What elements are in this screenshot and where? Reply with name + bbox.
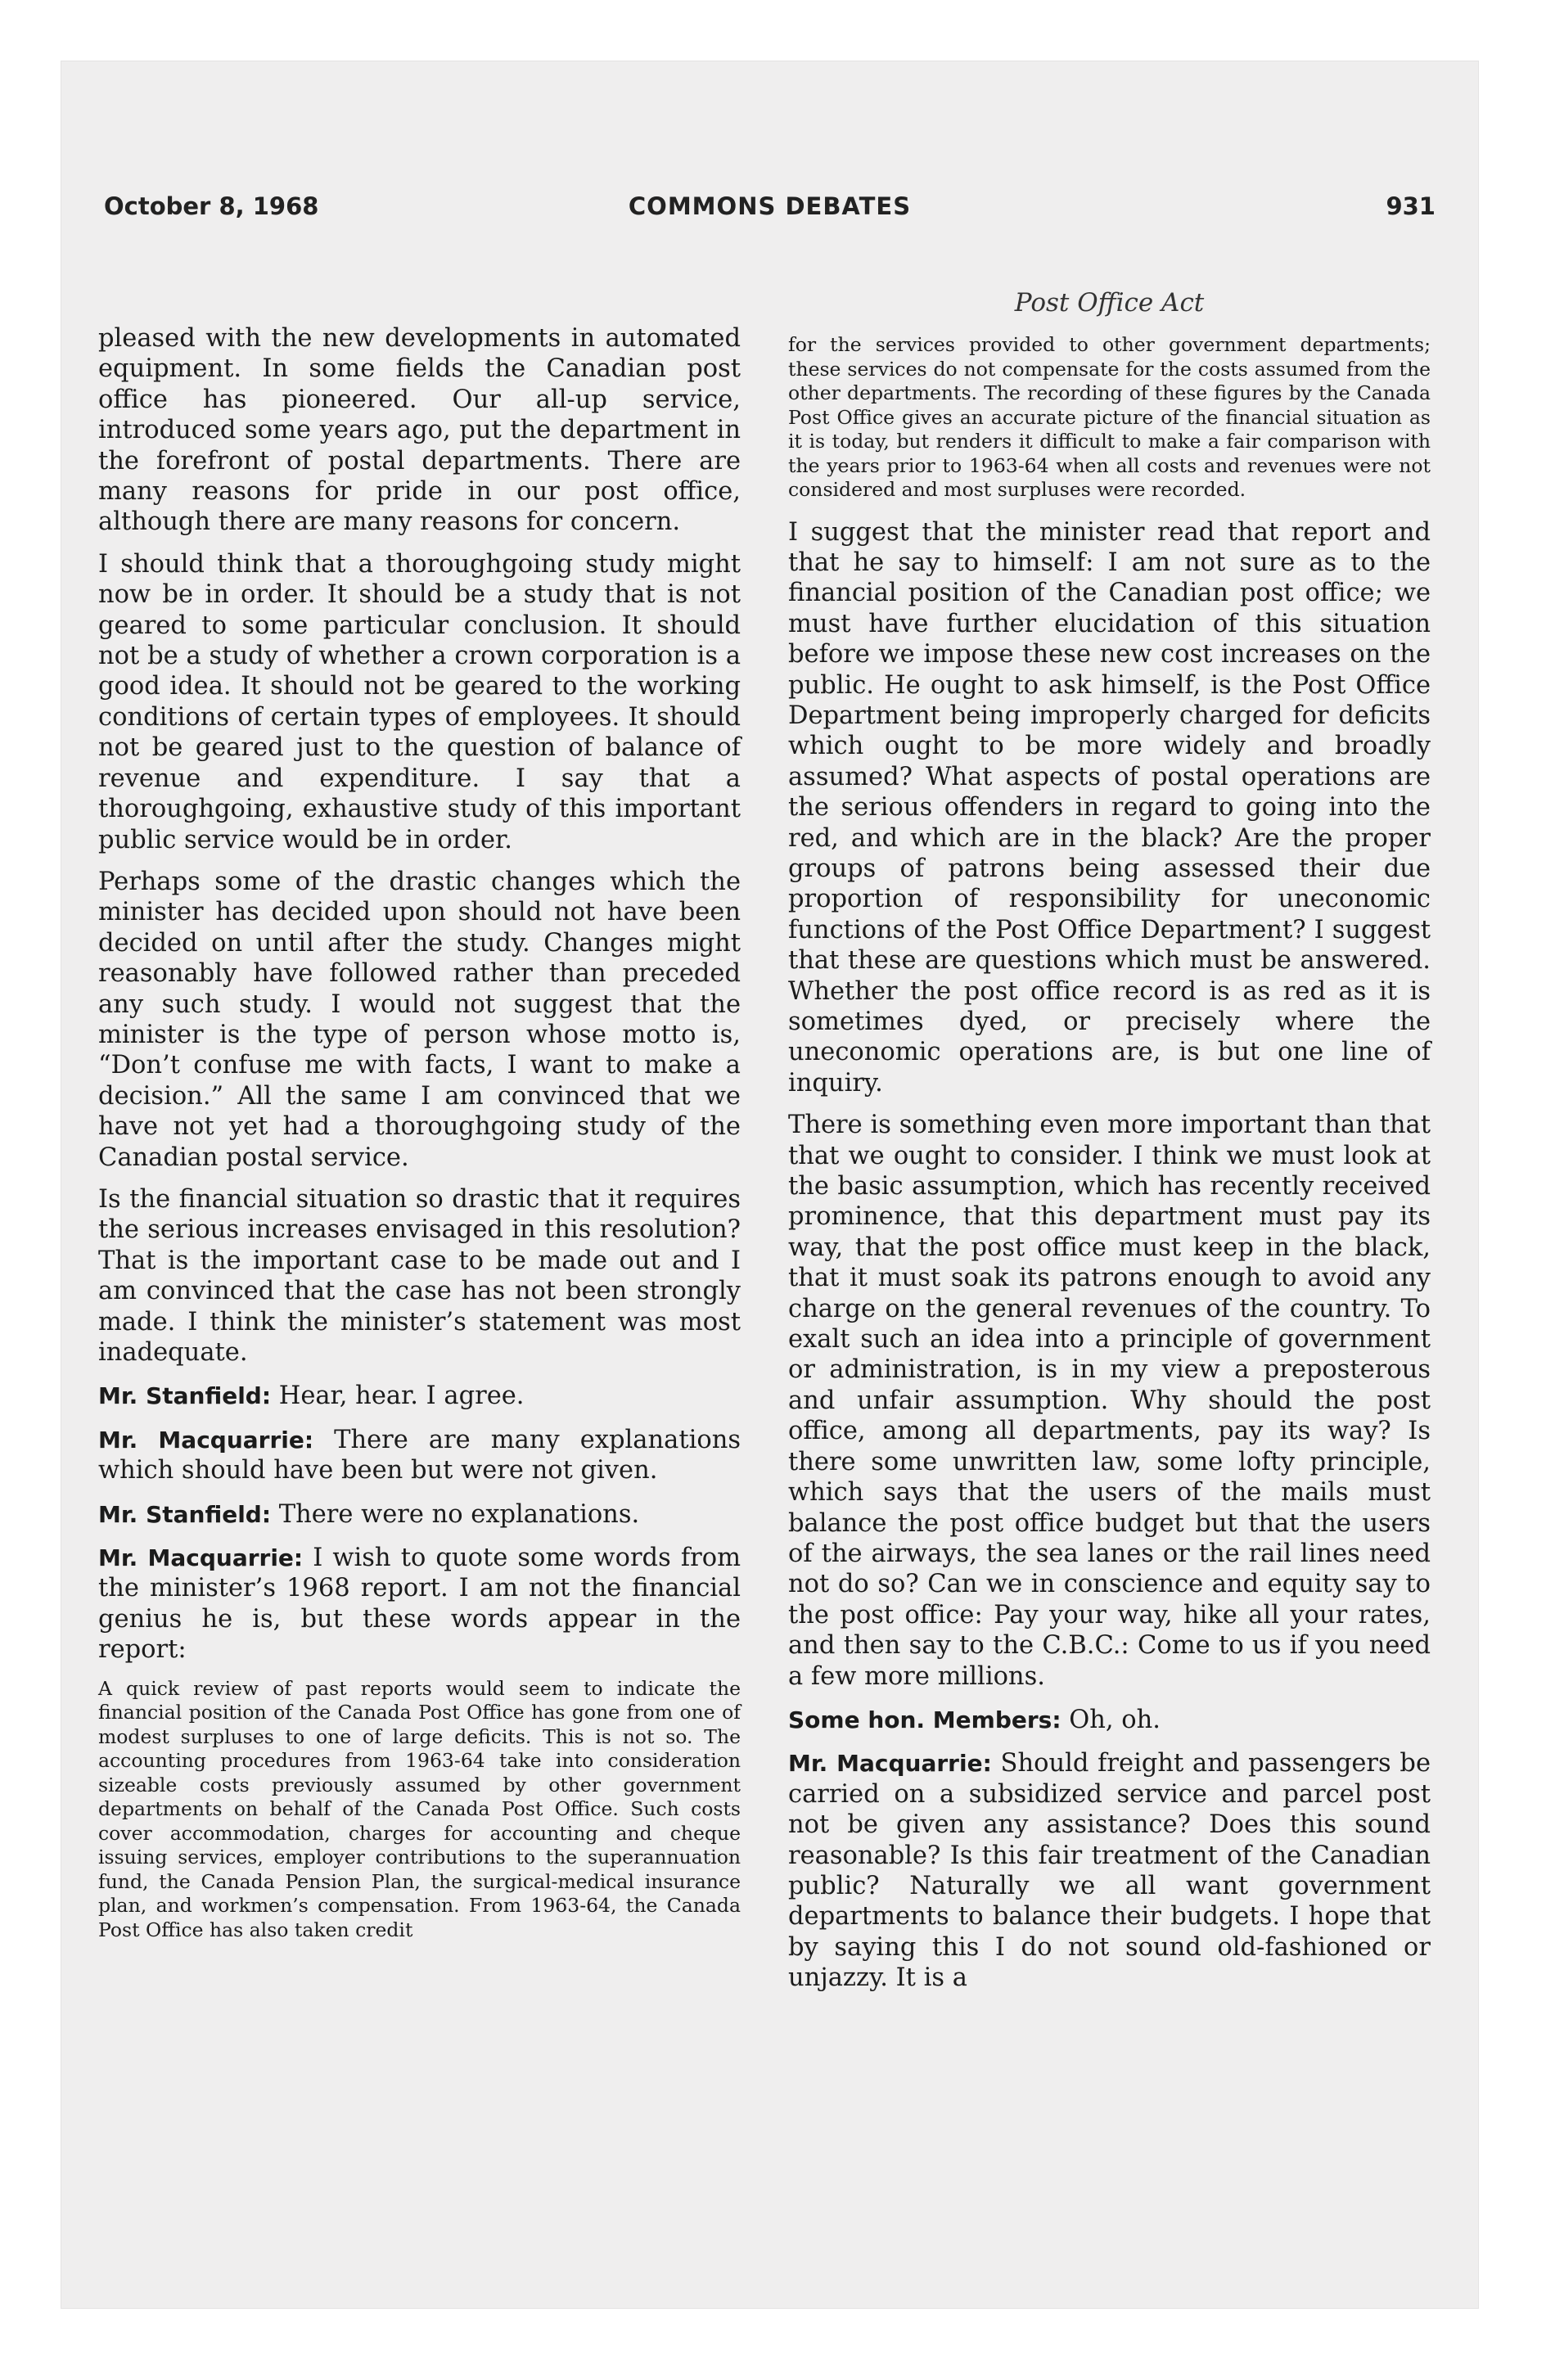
speaker-name: Some hon. Members:: [788, 1706, 1061, 1733]
left-speech-4: [98, 1543, 741, 1666]
speaker-name: Mr. Macquarrie:: [98, 1426, 314, 1454]
section-subhead: Post Office Act: [1014, 288, 1205, 318]
speech-text: There are many explanations which should have been but were not given.: [98, 1425, 741, 1485]
header-title: COMMONS DEBATES: [628, 192, 912, 220]
right-column: [788, 282, 1431, 2005]
speech-text: Should freight and passengers be carried on a subsidized service and parcel post not be given any assistance? Does this sound reasonable? Is this fair treatment of the Canadian public? Naturally we all want government departments to balance their budgets. I hope that by saying this I do not sound old-fashioned or unjazzy. It is a: [788, 1749, 1431, 1993]
report-quote-continued: for the services provided to other government departments; these services do not compensate for the costs assumed from the other departments. The recording of these figures by the Canada Post Office gives an accurate picture of the financial situation as it is today, but renders it difficult to make a fair comparison with the years prior to 1963-64 when all costs and revenues were not considered and most surpluses were recorded.: [788, 333, 1431, 501]
right-paragraph-1: I suggest that the minister read that report and that he say to himself: I am not sure as to the financial position of the Canadian post office; we must have further elucidation of this situation before we impose these new cost increases on the public. He ought to ask himself, is the Post Office Department being improperly charged for deficits which ought to be more widely and broadly assumed? What aspects of postal operations are the serious offenders in regard to going into the red, and which are in the black? Are the proper groups of patrons being assessed their due proportion of responsibility for uneconomic functions of the Post Office Department? I suggest that these are questions which must be answered. Whether the post office record is as red as it is sometimes dyed, or precisely where the uneconomic operations are, is but one line of inquiry.: [788, 517, 1431, 1098]
speaker-name: Mr. Stanfield:: [98, 1500, 272, 1528]
speech-text: There were no explanations.: [271, 1499, 640, 1529]
report-quote: A quick review of past reports would seem to indicate the financial position of the Canada Post Office has gone from one of modest surpluses to one of large deficits. This is not so. The accounting procedures from 1963-64 take into consideration sizeable costs previously assumed by other government departments on behalf of the Canada Post Office. Such costs cover accommodation, charges for accounting and cheque issuing services, employer contributions to the superannuation fund, the Canada Pension Plan, the surgical-medical insurance plan, and workmen’s compensation. From 1963-64, the Canada Post Office has also taken credit: [98, 1676, 741, 1941]
left-paragraph-4: Is the financial situation so drastic that it requires the serious increases envisaged in this resolution? That is the important case to be made out and I am convinced that the case has not been strongly made. I think the minister’s statement was most inadequate.: [98, 1184, 741, 1367]
speech-text: I wish to quote some words from the minister’s 1968 report. I am not the financial genius he is, but these words appear in the report:: [98, 1544, 741, 1665]
speech-text: Oh, oh.: [1061, 1705, 1161, 1734]
page: [61, 61, 1478, 2308]
header-date: October 8, 1968: [104, 192, 319, 220]
right-paragraph-2: There is something even more important than that that we ought to consider. I think we must look at the basic assumption, which has recently received prominence, that this department must pay its way, that the post office must keep in the black, that it must soak its patrons enough to avoid any charge on the general revenues of the country. To exalt such an idea into a principle of government or administration, is in my view a preposterous and unfair assumption. Why should the post office, among all departments, pay its way? Is there some unwritten law, some lofty principle, which says that the users of the mails must balance the post office budget but that the users of the airways, the sea lanes or the rail lines need not do so? Can we in conscience and equity say to the post office: Pay your way, hike all your rates, and then say to the C.B.C.: Come to us if you need a few more millions.: [788, 1111, 1431, 1691]
right-speech-2: [788, 1748, 1431, 1993]
left-paragraph-3: Perhaps some of the drastic changes which the minister has decided upon should not have been decided on until after the study. Changes might reasonably have followed rather than preceded any such study. I would not suggest that the minister is the type of person whose motto is, “Don’t confuse me with facts, I want to make a decision.” All the same I am convinced that we have not yet had a thoroughgoing study of the Canadian postal service.: [98, 867, 741, 1172]
left-paragraph-1: pleased with the new developments in automated equipment. In some fields the Canadian post office has pioneered. Our all-up service, introduced some years ago, put the department in the forefront of postal departments. There are many reasons for pride in our post office, although there are many reasons for concern.: [98, 324, 741, 537]
left-speech-2: [98, 1425, 741, 1486]
speech-text: Hear, hear. I agree.: [271, 1382, 525, 1411]
page-header: [104, 192, 1436, 228]
left-paragraph-2: I should think that a thoroughgoing study might now be in order. It should be a study that is not geared to some particular conclusion. It should not be a study of whether a crown corporation is a good idea. It should not be geared to the working conditions of certain types of employees. It should not be geared just to the question of balance of revenue and expenditure. I say that a thoroughgoing, exhaustive study of this important public service would be in order.: [98, 549, 741, 854]
right-speech-1: [788, 1705, 1431, 1735]
header-page-number: 931: [1386, 192, 1436, 220]
left-speech-3: [98, 1499, 741, 1530]
left-column: [98, 323, 741, 1957]
speaker-name: Mr. Macquarrie:: [98, 1544, 304, 1572]
speaker-name: Mr. Macquarrie:: [788, 1750, 992, 1778]
left-speech-1: [98, 1381, 741, 1411]
speaker-name: Mr. Stanfield:: [98, 1382, 272, 1410]
